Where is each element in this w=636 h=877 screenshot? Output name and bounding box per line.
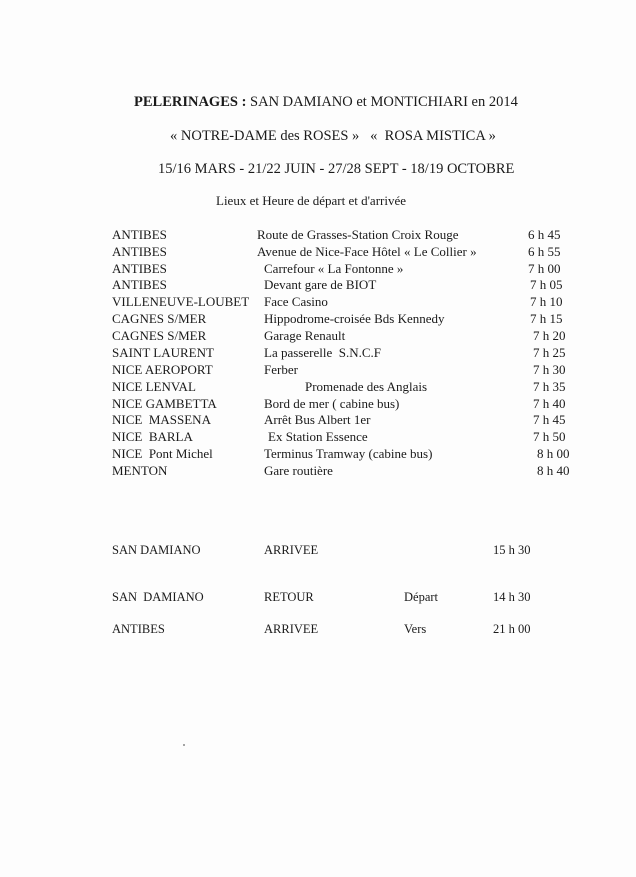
departure-time: 7 h 45 [533, 412, 566, 427]
departure-place: Devant gare de BIOT [264, 277, 377, 292]
departure-time: 7 h 20 [533, 328, 566, 343]
departure-time: 7 h 40 [533, 396, 566, 411]
departure-row [0, 396, 636, 413]
schedule-time: 14 h 30 [493, 590, 531, 604]
departure-city: NICE BARLA [112, 429, 193, 444]
departure-row [0, 261, 636, 278]
departure-row [0, 429, 636, 446]
departure-time: 7 h 10 [530, 294, 563, 309]
departure-city: VILLENEUVE-LOUBET [112, 294, 250, 309]
schedule-status: ARRIVEE [264, 622, 319, 636]
departure-place: Carrefour « La Fontonne » [264, 261, 404, 276]
departure-time: 6 h 55 [528, 244, 561, 259]
schedule-row [0, 543, 636, 561]
departure-row [0, 227, 636, 244]
departure-city: ANTIBES [112, 261, 167, 276]
departure-place: Promenade des Anglais [305, 379, 428, 394]
departure-place: Avenue de Nice-Face Hôtel « Le Collier » [257, 244, 477, 259]
departure-time: 6 h 45 [528, 227, 561, 242]
departure-place: Hippodrome-croisée Bds Kennedy [264, 311, 445, 326]
schedule-status: RETOUR [264, 590, 314, 604]
departure-city: CAGNES S/MER [112, 328, 207, 343]
schedule-status: ARRIVEE [264, 543, 319, 557]
departure-row [0, 446, 636, 463]
schedule-row [0, 590, 636, 608]
departure-city: NICE Pont Michel [112, 446, 213, 461]
departure-city: NICE MASSENA [112, 412, 211, 427]
departure-row [0, 294, 636, 311]
schedule-row [0, 622, 636, 640]
departure-time: 8 h 00 [537, 446, 570, 461]
departure-time: 7 h 15 [530, 311, 563, 326]
departure-city: NICE AEROPORT [112, 362, 213, 377]
section-label: Lieux et Heure de départ et d'arrivée [216, 193, 407, 208]
departure-time: 8 h 40 [537, 463, 570, 478]
departure-row [0, 412, 636, 429]
departure-city: NICE LENVAL [112, 379, 196, 394]
departure-city: SAINT LAURENT [112, 345, 214, 360]
departure-row [0, 328, 636, 345]
dates-line: 15/16 MARS - 21/22 JUIN - 27/28 SEPT - 18/19 OCTOBRE [158, 161, 515, 177]
departure-place: Bord de mer ( cabine bus) [264, 396, 400, 411]
departure-time: 7 h 30 [533, 362, 566, 377]
departure-row [0, 311, 636, 328]
page-title [134, 94, 518, 111]
departure-place: Terminus Tramway (cabine bus) [264, 446, 433, 461]
schedule-time: 21 h 00 [493, 622, 531, 636]
schedule-place: ANTIBES [112, 622, 165, 636]
schedule-note: Vers [404, 622, 427, 636]
departure-time: 7 h 50 [533, 429, 566, 444]
departure-city: ANTIBES [112, 277, 167, 292]
departure-row [0, 463, 636, 480]
departure-place: Ferber [264, 362, 298, 377]
scan-speck [183, 744, 185, 746]
departure-place: Arrêt Bus Albert 1er [264, 412, 371, 427]
departure-row [0, 345, 636, 362]
subtitle: « NOTRE-DAME des ROSES » « ROSA MISTICA » [170, 128, 496, 144]
departure-place: Ex Station Essence [268, 429, 368, 444]
schedule-note: Départ [404, 590, 439, 604]
departure-time: 7 h 25 [533, 345, 566, 360]
departure-time: 7 h 35 [533, 379, 566, 394]
departure-place: Route de Grasses-Station Croix Rouge [257, 227, 459, 242]
title-rest: SAN DAMIANO et MONTICHIARI en 2014 [246, 94, 518, 110]
schedule-time: 15 h 30 [493, 543, 531, 557]
departure-city: ANTIBES [112, 227, 167, 242]
departure-place: Gare routière [264, 463, 333, 478]
departure-city: MENTON [112, 463, 168, 478]
departure-place: La passerelle S.N.C.F [264, 345, 381, 360]
departure-city: ANTIBES [112, 244, 167, 259]
departure-place: Garage Renault [264, 328, 346, 343]
departure-city: CAGNES S/MER [112, 311, 207, 326]
departure-time: 7 h 05 [530, 277, 563, 292]
departure-row [0, 277, 636, 294]
departure-row [0, 362, 636, 379]
departure-city: NICE GAMBETTA [112, 396, 217, 411]
departure-row [0, 244, 636, 261]
departure-place: Face Casino [264, 294, 328, 309]
departure-time: 7 h 00 [528, 261, 561, 276]
title-bold: PELERINAGES : [134, 94, 247, 110]
schedule-place: SAN DAMIANO [112, 590, 204, 604]
schedule-place: SAN DAMIANO [112, 543, 201, 557]
departure-row [0, 379, 636, 396]
